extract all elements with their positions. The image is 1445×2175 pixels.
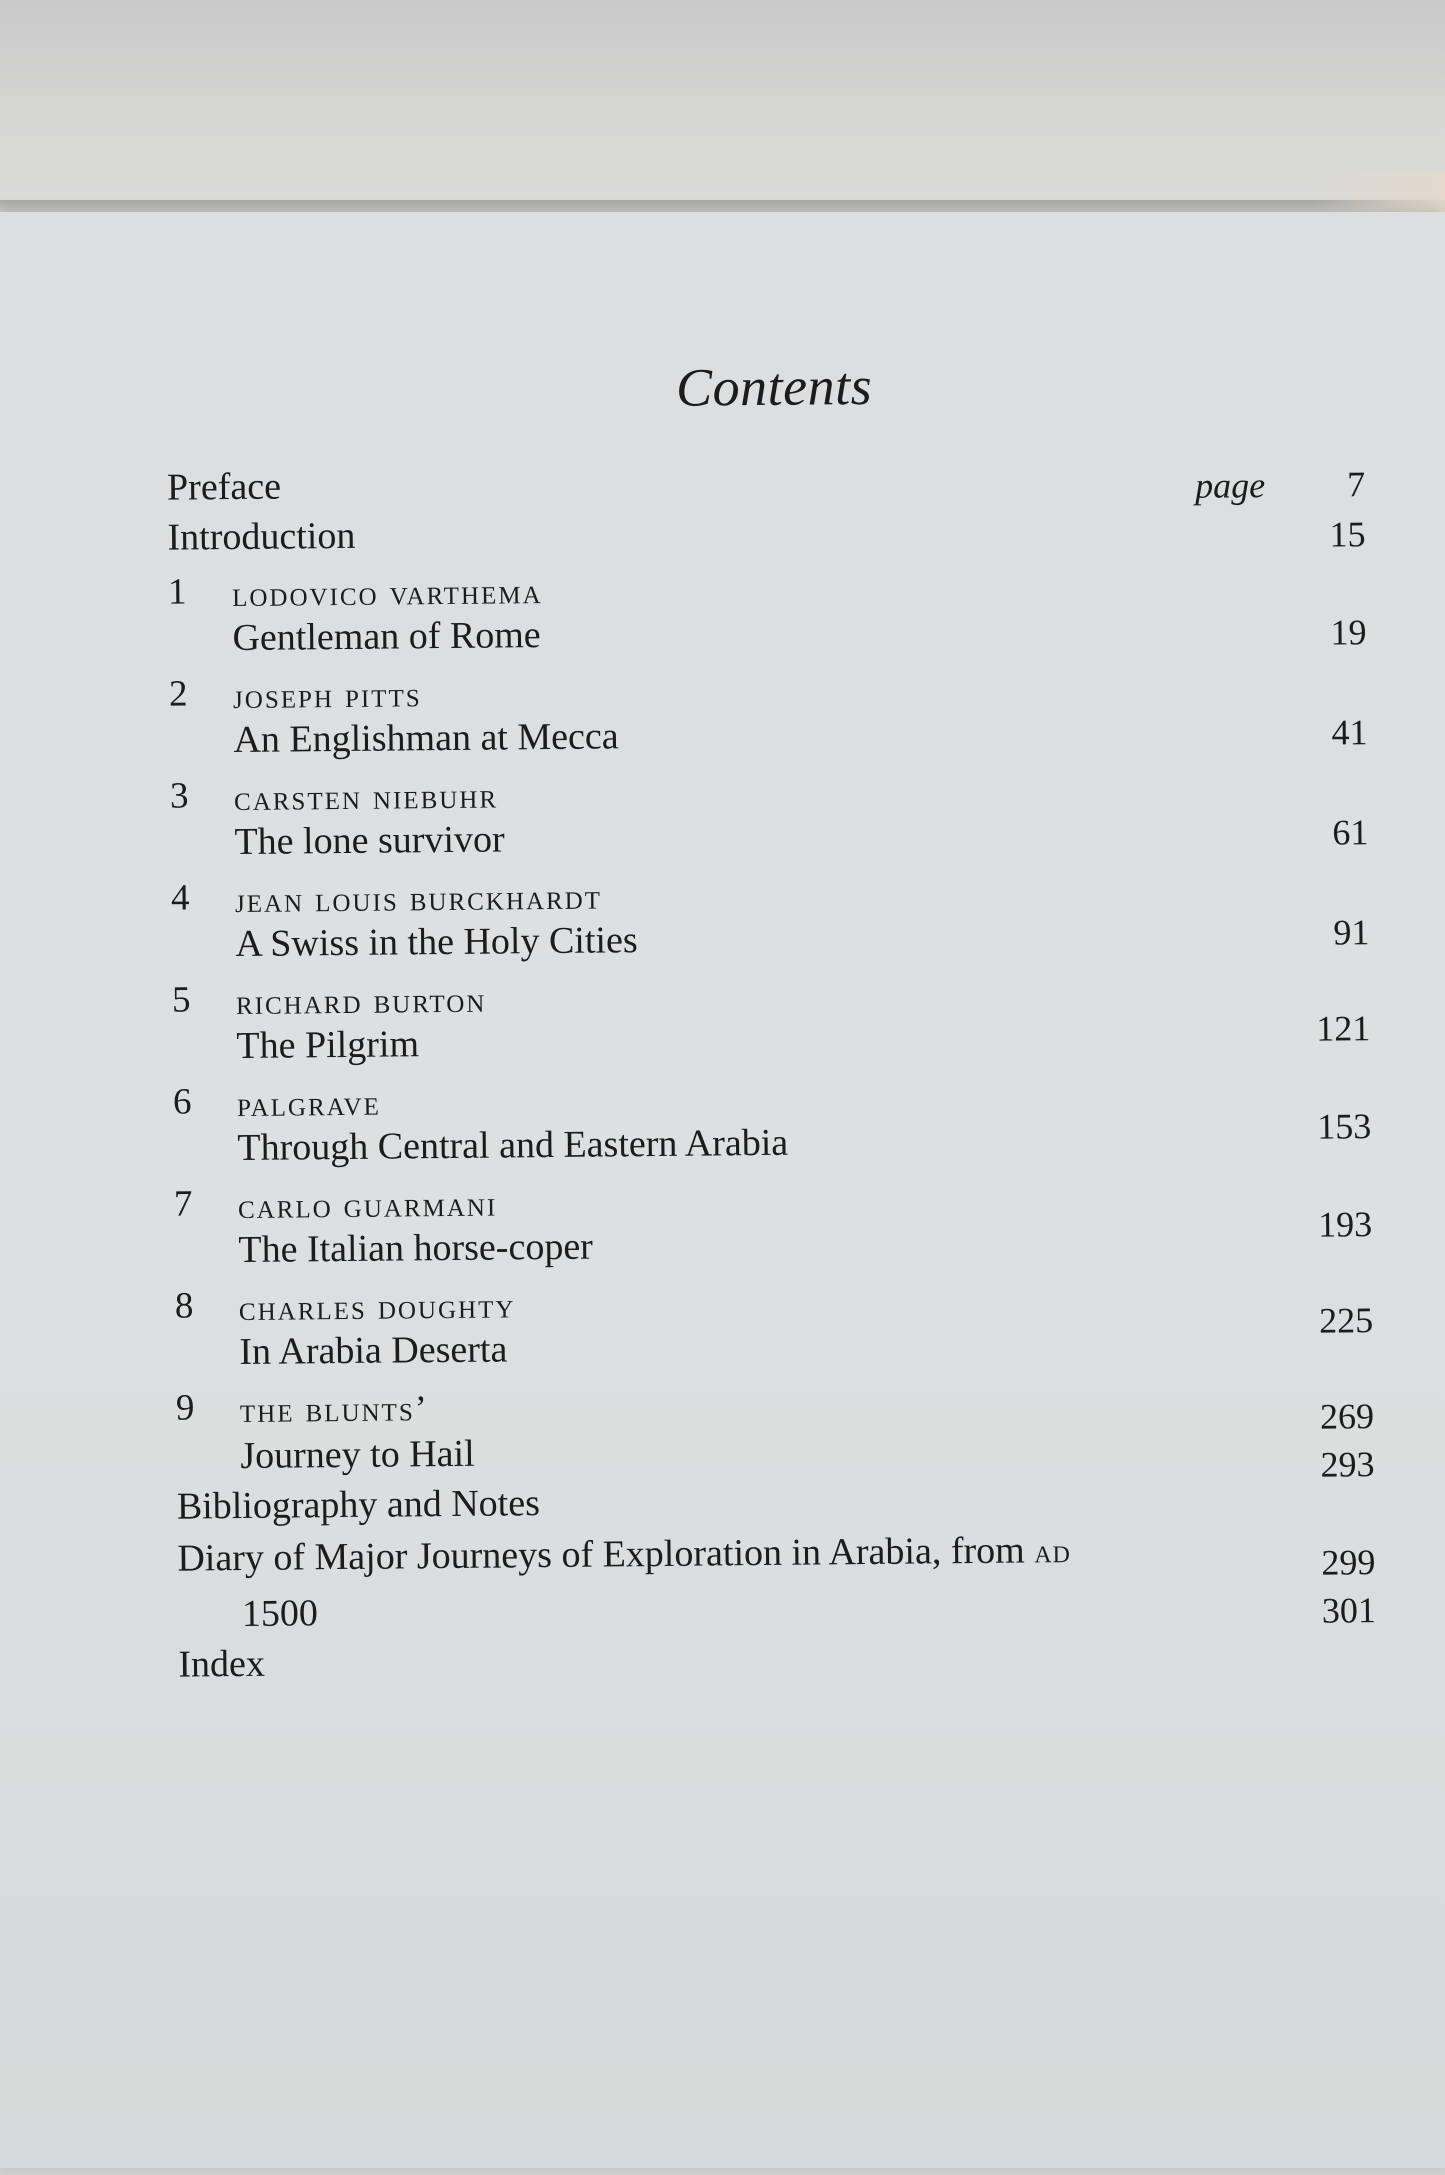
toc-page-index: 301: [1321, 1590, 1377, 1631]
chapter-title: The lone survivor: [234, 818, 505, 864]
toc-entry-bibliography: Bibliography and Notes: [176, 1482, 541, 1528]
chapter-author: lodovico varthema: [231, 571, 543, 615]
chapter-title: A Swiss in the Holy Cities: [235, 919, 638, 966]
chapter-page: 91: [1333, 912, 1370, 953]
chapter-title: The Italian horse-coper: [238, 1225, 594, 1272]
chapter-page: 269: [1319, 1396, 1375, 1437]
chapter-title: Gentleman of Rome: [232, 614, 541, 660]
chapter-page: 19: [1330, 612, 1367, 653]
chapter-number: 6: [172, 1081, 192, 1123]
chapter-author: joseph pitts: [232, 674, 422, 717]
chapter-number: 3: [169, 775, 189, 817]
chapter-title: Through Central and Eastern Arabia: [237, 1121, 789, 1170]
chapter-number: 2: [168, 673, 188, 715]
chapter-page: 41: [1331, 712, 1368, 753]
chapter-title: Journey to Hail: [240, 1432, 475, 1478]
chapter-number: 8: [174, 1285, 194, 1327]
era-abbreviation: ad: [1034, 1533, 1072, 1571]
chapter-author: carlo guarmani: [237, 1183, 498, 1227]
chapter-page: 61: [1332, 812, 1369, 853]
toc-page-preface: 7: [1346, 464, 1366, 505]
toc-page-diary: 299: [1321, 1542, 1376, 1583]
chapter-page: 225: [1318, 1300, 1374, 1341]
chapter-page: 121: [1316, 1008, 1371, 1049]
toc-entry-preface: Preface: [166, 465, 282, 509]
toc-entry-diary: [177, 1531, 1071, 1578]
chapter-title: In Arabia Deserta: [239, 1328, 508, 1374]
chapter-number: 9: [175, 1387, 195, 1429]
page-column-label: page: [1194, 465, 1266, 506]
chapter-author: palgrave: [236, 1082, 381, 1125]
chapter-number: 1: [167, 571, 187, 613]
chapter-number: 7: [173, 1183, 193, 1225]
chapter-author: jean louis burckhardt: [234, 876, 603, 921]
toc-page-bibliography: 293: [1320, 1444, 1375, 1485]
toc-entry-introduction: Introduction: [167, 514, 356, 559]
chapter-page: 153: [1317, 1106, 1372, 1147]
chapter-number: 5: [171, 979, 191, 1021]
chapter-title: The Pilgrim: [236, 1023, 420, 1068]
chapter-author: the blunts’: [239, 1388, 429, 1431]
chapter-author: carsten niebuhr: [233, 775, 499, 819]
chapter-title: An Englishman at Mecca: [233, 715, 619, 762]
toc-page-introduction: 15: [1329, 514, 1366, 555]
diary-title: Diary of Major Journeys of Exploration in Arabia, from: [177, 1529, 1025, 1580]
contents-heading: Contents: [675, 355, 873, 418]
chapter-author: richard burton: [235, 979, 487, 1023]
chapter-page: 193: [1317, 1204, 1373, 1245]
toc-entry-index: Index: [178, 1642, 266, 1686]
chapter-number: 4: [170, 877, 190, 919]
chapter-author: charles doughty: [238, 1285, 516, 1329]
toc-entry-diary-continued: 1500: [241, 1592, 319, 1636]
